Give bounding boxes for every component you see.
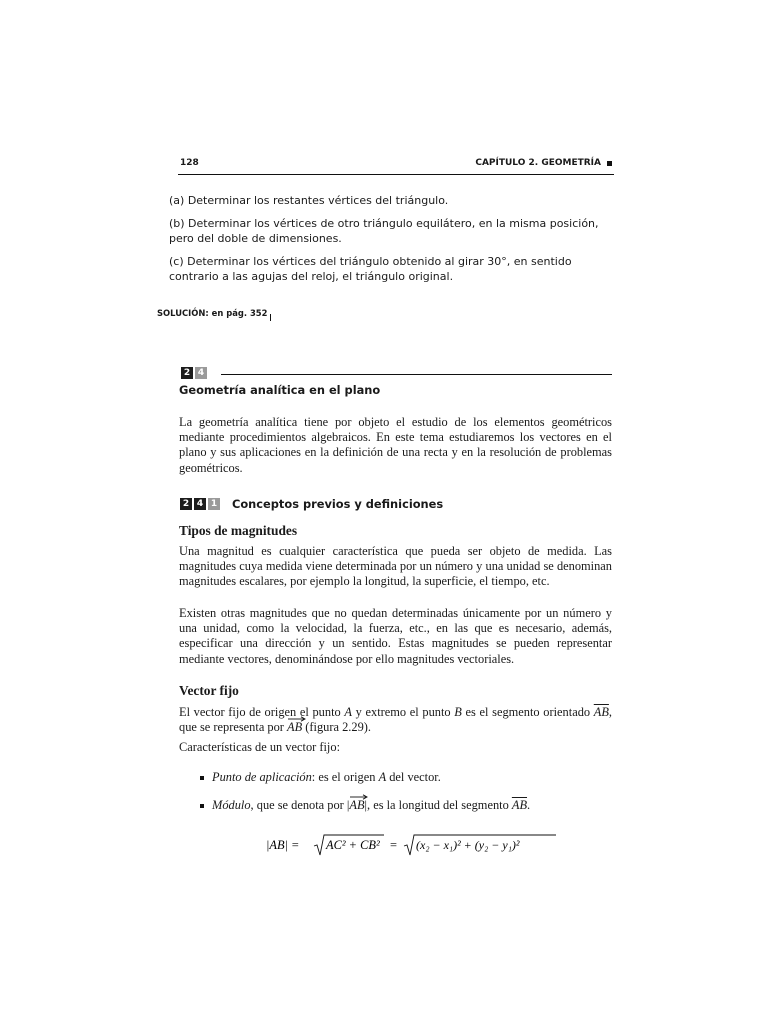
heading-tipos: Tipos de magnitudes	[179, 523, 298, 538]
bullet-icon	[200, 776, 204, 780]
list-item	[200, 770, 612, 785]
section-intro: La geometría analítica tiene por objeto el estudio de los elementos geométricos mediante procedimientos algebraicos. En este tema estudiaremos los vectores en el plano y sus aplicaciones en la definición de una recta y en la resolución de problemas geométricos.	[179, 415, 612, 475]
text-run: , que se representa por	[179, 705, 613, 735]
vector-arrow-icon	[287, 716, 307, 722]
math-vector-label: AB	[287, 720, 303, 735]
formula-lhs: |AB| =	[266, 838, 300, 852]
math-vector-label: AB	[349, 798, 365, 813]
chapter-title: CAPÍTULO 2. GEOMETRÍA	[475, 158, 601, 168]
math-segment: $\overline{AB}$	[511, 798, 528, 813]
formula-svg	[266, 831, 566, 859]
exercise-item-b: (b) Determinar los vértices de otro triángulo equilátero, en la misma posición, pero del doble de dimensiones.	[169, 217, 599, 245]
paragraph-vector-fijo	[179, 705, 612, 735]
paragraph-magnitudes-escalares: Una magnitud es cualquier característica que pueda ser objeto de medida. Las magnitudes cuya medida viene determinada por un número y una unidad se denominan magnitudes escalares, por ejemplo la longitud, la superficie, el tiempo, etc.	[179, 544, 612, 589]
heading-vector-fijo: Vector fijo	[179, 683, 239, 698]
formula-radicand-right: (x₂ − x₁)² + (y₂ − y₁)²	[416, 838, 520, 852]
term: Módulo	[212, 798, 251, 813]
text-run: del vector.	[386, 770, 441, 784]
subsection-title: Conceptos previos y definiciones	[232, 497, 444, 511]
characteristics-list	[200, 770, 612, 826]
subsection-number-box: 2	[180, 498, 192, 510]
solution-reference	[157, 308, 267, 318]
text-run: : es el origen	[311, 770, 379, 784]
text-run: y extremo el punto	[351, 705, 455, 719]
paragraph-magnitudes-vectoriales: Existen otras magnitudes que no quedan determinadas únicamente por un número y una unidad, como la velocidad, la fuerza, etc., en las que es necesario, además, especificar una dirección y un sentido. Estas magnitudes se pueden representar mediante vectores, denominándose por ello magnitudes vectoriales.	[179, 606, 612, 666]
math-vector	[349, 798, 364, 813]
math-segment: $\overline{AB}$	[593, 705, 609, 719]
formula-radicand-left: AC² + CB²	[326, 838, 380, 852]
math-point: A	[344, 705, 352, 719]
vector-arrow-icon	[349, 794, 369, 800]
page-number: 128	[180, 158, 199, 168]
list-item	[200, 798, 612, 813]
chapter-heading	[475, 158, 612, 168]
paragraph-caracteristicas: Características de un vector fijo:	[179, 740, 341, 754]
term: Punto de aplicación	[212, 770, 312, 784]
math-point: A	[378, 770, 387, 784]
exercise-item-c: (c) Determinar los vértices del triángulo obtenido al girar 30°, en sentido contrario a las agujas del reloj, el triángulo original.	[169, 255, 572, 283]
math-vector	[287, 720, 302, 735]
square-marker-icon	[607, 161, 612, 166]
text-run: El vector fijo de origen el punto	[179, 705, 345, 719]
running-header	[180, 158, 612, 172]
text-run: , que se denota por |	[250, 798, 350, 813]
module-formula	[266, 831, 566, 859]
section-number-box: 2	[181, 367, 193, 379]
text-run: es el segmento orientado	[461, 705, 594, 719]
section-number-box: 4	[195, 367, 207, 379]
section-rule	[221, 374, 612, 375]
subsection-number-box: 4	[194, 498, 206, 510]
section-title: Geometría analítica en el plano	[179, 383, 381, 397]
text-run: .	[527, 798, 531, 813]
math-point: B	[454, 705, 462, 719]
formula-equals: =	[390, 838, 397, 852]
solution-text: SOLUCIÓN: en pág. 352	[157, 308, 268, 318]
exercise-list	[169, 193, 612, 292]
solution-tick	[270, 314, 271, 321]
section-number-badge	[181, 367, 207, 379]
header-rule	[178, 174, 614, 175]
exercise-item-a: (a) Determinar los restantes vértices del triángulo.	[169, 194, 449, 207]
bullet-icon	[200, 804, 204, 808]
subsection-number-box: 1	[208, 498, 220, 510]
text-run: |, es la longitud del segmento	[364, 798, 512, 813]
subsection-heading	[180, 497, 443, 511]
text-run: (figura 2.29).	[302, 720, 371, 735]
